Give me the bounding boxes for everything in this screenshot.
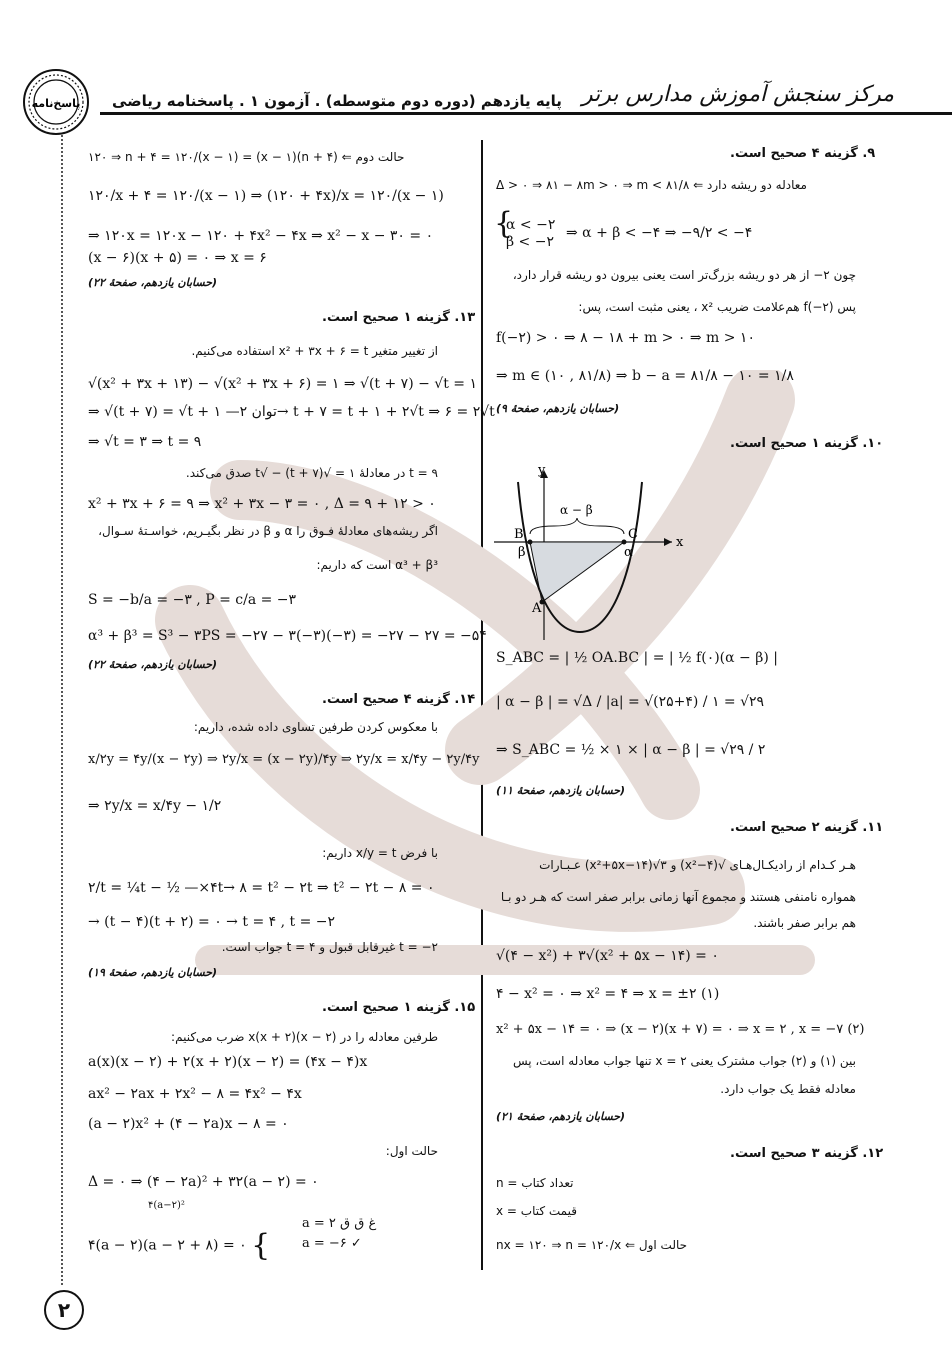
q11-line-1: √(۴ − x²) + ۳√(x² + ۵x − ۱۴) = ۰ [496, 948, 719, 964]
q14-text-1: با معکوس کردن طرفین تساوی داده شده، داریم: [193, 720, 438, 734]
q9-line-4: پس f(−۲) هم‌علامت ضریب x² ، یعنی مثبت است، پس: [578, 300, 856, 314]
q15-line-5: ۴(a − ۲)(a − ۲ + ۸) = ۰ { a = ۲ غ ق ق a = −۶ ✓ [88, 1216, 377, 1263]
q12-line-2: قیمت کتاب = x [496, 1204, 577, 1218]
q14-source: (حسابان یازدهم، صفحهٔ ۱۹) [88, 966, 218, 979]
q12-cont-line-1: حالت دوم ⇐ (n + ۴)(x − ۱) = ۱۲۰ ⇒ n + ۴ = ۱۲۰/(x − ۱) [88, 150, 405, 164]
q13-line-6: α³ + β³ = S³ − ۳PS = −۲۷ − ۳(−۳)(−۳) = −۲۷ − ۲۷ = −۵۴ [88, 628, 487, 644]
q11-text-2: همواره نامنفی هستند و مجموع آنها زمانی برابر صفر است که هـر دو بـا [500, 890, 856, 904]
q15-line-2: ax² − ۲ax + ۲x² − ۸ = ۴x² − ۴x [88, 1086, 302, 1102]
graph-beta: β [518, 545, 526, 560]
q14-line-2: ⇒ ۲y/x = x/۴y − ۱/۲ [88, 798, 222, 814]
q11-source: (حسابان یازدهم، صفحهٔ ۲۱) [496, 1110, 626, 1123]
q13-text-1: از تغییر متغیر x² + ۳x + ۶ = t استفاده می‌کنیم. [191, 344, 438, 358]
q11-text-1: هـر کـدام از رادیکـال‌هـای √(۴−x²) و ۳√(x²+۵x−۱۴) عـبـارات [539, 858, 856, 872]
q10-source: (حسابان یازدهم، صفحهٔ ۱۱) [496, 784, 626, 797]
q9-beta-cond: β < −۲ [506, 234, 554, 250]
q12-line-3: حالت اول ⇐ nx = ۱۲۰ ⇒ n = ۱۲۰/x [496, 1238, 688, 1252]
q9-line-6: ⇒ m ∈ (۱۰ , ۸۱/۸) ⇒ b − a = ۸۱/۸ − ۱۰ = ۱/۸ [496, 368, 794, 384]
q15-case-b: a = −۶ ✓ [302, 1236, 362, 1251]
page-number: ۲ [44, 1290, 84, 1330]
q9-alpha-cond: α < −۲ [506, 217, 556, 233]
graph-point-a: A [532, 601, 542, 616]
q15-line-1: a(x)(x − ۲) + ۲(x + ۲)(x − ۲) = (۴x − ۴)x [88, 1054, 368, 1070]
q9-source: (حسابان یازدهم، صفحهٔ ۹) [496, 402, 620, 415]
q11-text-4: بین (۱) و (۲) جواب مشترک یعنی x = ۲ تنها جواب معادله است، پس [512, 1054, 856, 1068]
q10-line-1: S_ABC = | ½ OA.BC | = | ½ f(۰)(α − β) | [496, 650, 778, 666]
q15-line-4: Δ = ۰ ⇒ (۴ − ۲a)² + ۳۲(a − ۲) = ۰ [88, 1174, 319, 1190]
exam-title: پایه یازدهم (دوره دوم متوسطه) . آزمون ۱ . پاسخنامه ریاضی [112, 92, 562, 110]
parabola-graph [494, 462, 704, 642]
q12-cont-line-4: (x − ۶)(x + ۵) = ۰ ⇒ x = ۶ [88, 250, 267, 266]
q10-heading: ۱۰. گزینه ۱ صحیح است. [730, 436, 884, 451]
q11-heading: ۱۱. گزینه ۲ صحیح است. [730, 820, 884, 835]
q15-case-a: a = ۲ غ ق ق [302, 1216, 377, 1231]
q11-line-2: ۴ − x² = ۰ ⇒ x² = ۴ ⇒ x = ±۲ (۱) [496, 986, 720, 1002]
q13-line-3: ⇒ √t = ۳ ⇒ t = ۹ [88, 434, 202, 450]
q15-heading: ۱۵. گزینه ۱ صحیح است. [322, 1000, 476, 1015]
q13-line-5: S = −b/a = −۳ , P = c/a = −۳ [88, 592, 297, 608]
q14-line-4: → (t − ۴)(t + ۲) = ۰ → t = ۴ , t = −۲ [88, 914, 335, 930]
q9-line-3: چون ۲− از هر دو ریشه بزرگ‌تر است یعنی بیرون دو ریشه قرار دارد، [512, 268, 856, 282]
q11-text-3: هم برابر صفر باشند. [753, 916, 856, 930]
graph-y-label: y [538, 463, 546, 478]
column-divider [481, 140, 483, 1270]
q9-heading: ۹. گزینه ۴ صحیح است. [730, 146, 876, 161]
q14-line-1: x/۲y = ۴y/(x − ۲y) ⇒ ۲y/x = (x − ۲y)/۴y ⇒ ۲y/x = x/۴y − ۲y/۴y [88, 752, 480, 767]
q13-heading: ۱۳. گزینه ۱ صحیح است. [322, 310, 476, 325]
q13-line-1: √(x² + ۳x + ۱۳) − √(x² + ۳x + ۶) = ۱ ⇒ √(t + ۷) − √t = ۱ [88, 376, 477, 392]
graph-point-c: C [628, 527, 638, 542]
graph-x-label: x [676, 535, 684, 550]
center-name: مرکز سنجش آموزش مدارس برتر [581, 82, 894, 107]
q15-text-1: طرفین معادله را در x(x + ۲)(x − ۲) ضرب می‌کنیم: [171, 1030, 438, 1044]
q13-line-4: x² + ۳x + ۶ = ۹ ⇒ x² + ۳x − ۳ = ۰ , Δ = ۹ + ۱۲ > ۰ [88, 496, 436, 512]
margin-rule [61, 135, 63, 1285]
q10-line-2: | α − β | = √Δ / |a| = √(۲۵+۴) / ۱ = √۲۹ [496, 694, 765, 710]
q13-line-2: ⇒ √(t + ۷) = √t + ۱ —توان ۲→ t + ۷ = t + ۱ + ۲√t ⇒ ۶ = ۲√t [88, 404, 495, 420]
q9-sum: ⇒ α + β < −۴ ⇒ −۹/۲ < −۴ [566, 225, 753, 241]
q13-text-2: t = ۹ در معادلهٔ ۱ = √(t + ۷) − √t صدق می‌کند. [185, 466, 438, 480]
q14-line-3: ۲/t = ¼t − ½ —×۴t→ ۸ = t² − ۲t ⇒ t² − ۲t − ۸ = ۰ [88, 880, 435, 896]
graph-alpha: α [624, 545, 633, 560]
q12-source: (حسابان یازدهم، صفحهٔ ۲۲) [88, 276, 218, 289]
graph-point-b: B [514, 527, 524, 542]
q9-line-1: معادله دو ریشه دارد ⇐ Δ > ۰ ⇒ ۸۱ − ۸m > ۰ ⇒ m < ۸۱/۸ [496, 178, 807, 192]
graph-brace-label: α − β [560, 503, 593, 517]
q9-line-5: f(−۲) > ۰ ⇒ ۸ − ۱۸ + m > ۰ ⇒ m > ۱۰ [496, 330, 755, 346]
q15-product: ۴(a − ۲)(a − ۲ + ۸) = ۰ [88, 1237, 247, 1254]
q15-line-3: (a − ۲)x² + (۴ − ۲a)x − ۸ = ۰ [88, 1116, 289, 1132]
page-header [0, 82, 952, 122]
q11-text-5: معادله فقط یک جواب دارد. [720, 1082, 856, 1096]
logo-text: پاسخ‌نامه [31, 97, 81, 110]
q12-cont-line-2: ۱۲۰/x + ۴ = ۱۲۰/(x − ۱) ⇒ (۱۲۰ + ۴x)/x = ۱۲۰/(x − ۱) [88, 188, 444, 204]
q13-source: (حسابان یازدهم، صفحهٔ ۲۲) [88, 658, 218, 671]
q13-text-4: α³ + β³ است که داریم: [316, 558, 438, 572]
q15-line-4-sub: ۴(a−۲)² [148, 1200, 185, 1211]
q14-text-3: t = −۲ غیرقابل قبول و t = ۴ جواب است. [221, 940, 438, 954]
q12-cont-line-3: ⇒ ۱۲۰x = ۱۲۰x − ۱۲۰ + ۴x² − ۴x ⇒ x² − x − ۳۰ = ۰ [88, 228, 434, 244]
q12-line-1: تعداد کتاب = n [496, 1176, 574, 1190]
header-rule [100, 112, 952, 115]
logo [22, 68, 90, 136]
q14-text-2: با فرض x/y = t داریم: [322, 846, 438, 860]
q13-text-3: اگر ریشه‌های معادلهٔ فـوق را α و β در نظر بگیـریم، خواسـتهٔ سـوال، [98, 524, 438, 538]
q10-line-3: ⇒ S_ABC = ½ × ۱ × | α − β | = √۲۹ / ۲ [496, 742, 766, 758]
q15-text-2: حالت اول: [385, 1144, 438, 1158]
q12-heading: ۱۲. گزینه ۳ صحیح است. [730, 1146, 884, 1161]
q11-line-3: x² + ۵x − ۱۴ = ۰ ⇒ (x − ۲)(x + ۷) = ۰ ⇒ x = ۲ , x = −۷ (۲) [496, 1022, 865, 1037]
q14-heading: ۱۴. گزینه ۴ صحیح است. [322, 692, 476, 707]
